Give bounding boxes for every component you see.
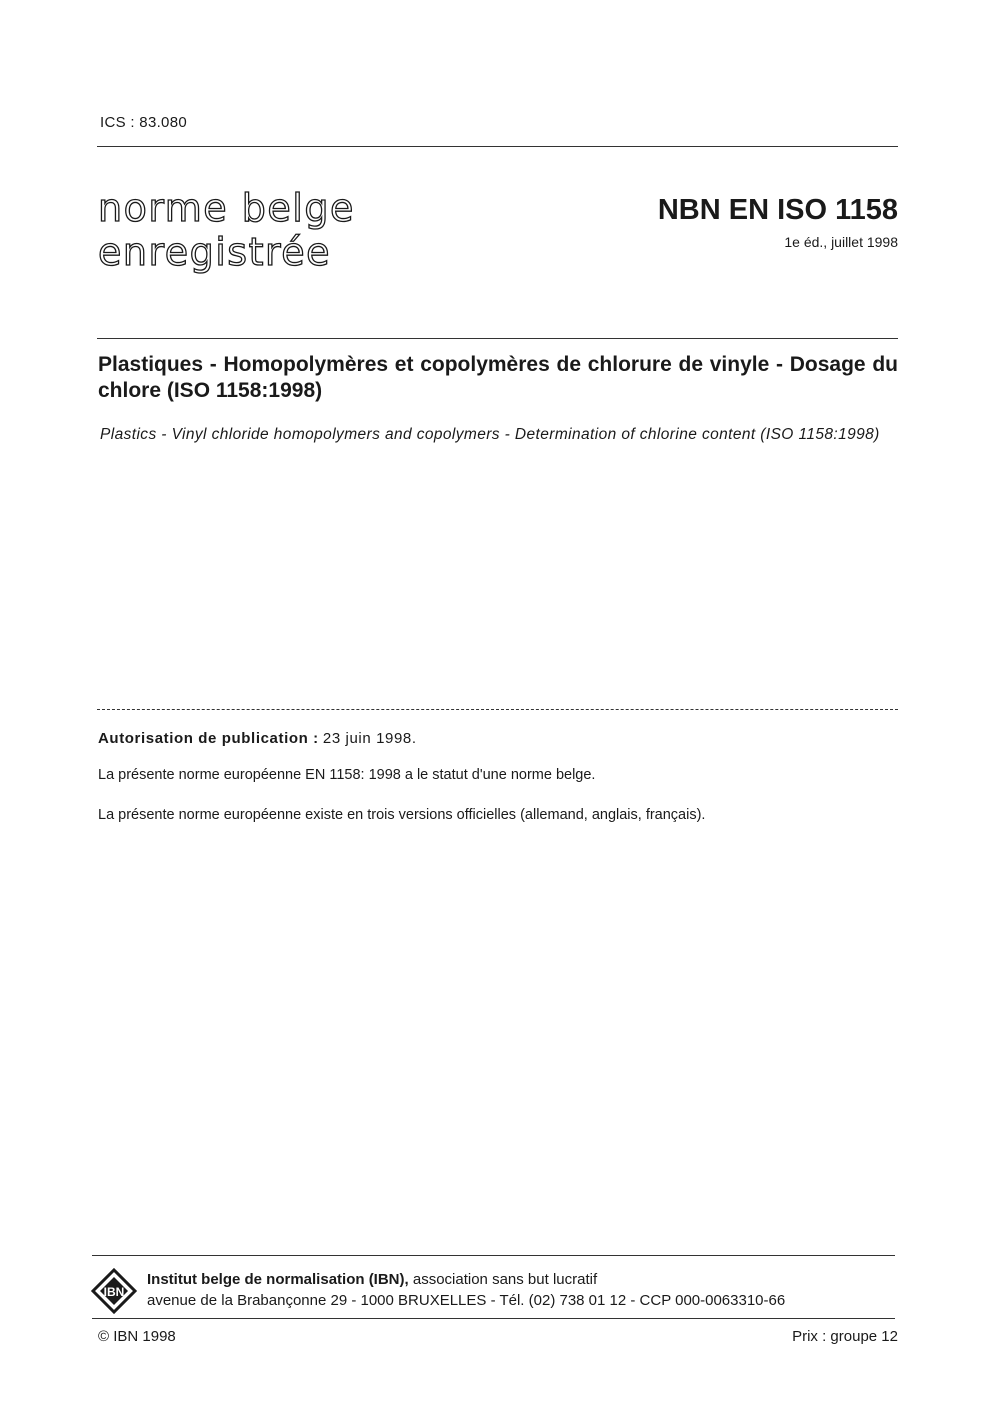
institute-name: Institut belge de normalisation (IBN), [147,1271,409,1288]
status-paragraph: La présente norme européenne EN 1158: 1998 a le statut d'une norme belge. [98,767,596,783]
copyright: © IBN 1998 [98,1328,176,1345]
standard-number: NBN EN ISO 1158 [657,194,898,226]
ibn-logo [91,1268,137,1314]
footer-top-divider [92,1255,895,1256]
series-title [98,186,355,274]
price-group: Prix : groupe 12 [792,1328,898,1345]
series-title-line1: norme belge [98,186,355,230]
institute-info [147,1269,785,1311]
institute-description: association sans but lucratif [412,1271,598,1288]
edition-date: 1e éd., juillet 1998 [784,234,898,250]
publication-authorization [98,730,417,747]
title-english: Plastics - Vinyl chloride homopolymers and copolymers - Determination of chlorine content (ISO 1158:1998) [100,426,880,443]
publication-divider [97,709,898,710]
header-divider [97,146,898,147]
authorization-date: 23 juin 1998. [322,730,417,747]
series-title-line2: enregistrée [98,230,332,274]
title-divider [97,338,898,339]
institute-address: avenue de la Brabançonne 29 - 1000 BRUXELLES - Tél. (02) 738 01 12 - CCP 000-0063310-66 [147,1292,786,1309]
versions-paragraph: La présente norme européenne existe en trois versions officielles (allemand, anglais, français). [98,807,706,823]
footer-bottom-divider [92,1318,895,1319]
ics-code: ICS : 83.080 [100,114,187,131]
authorization-label: Autorisation de publication : [98,730,319,747]
title-french: Plastiques - Homopolymères et copolymères de chlorure de vinyle - Dosage du chlore (ISO 1158:1998) [98,353,898,402]
svg-text:IBN: IBN [103,1285,125,1299]
